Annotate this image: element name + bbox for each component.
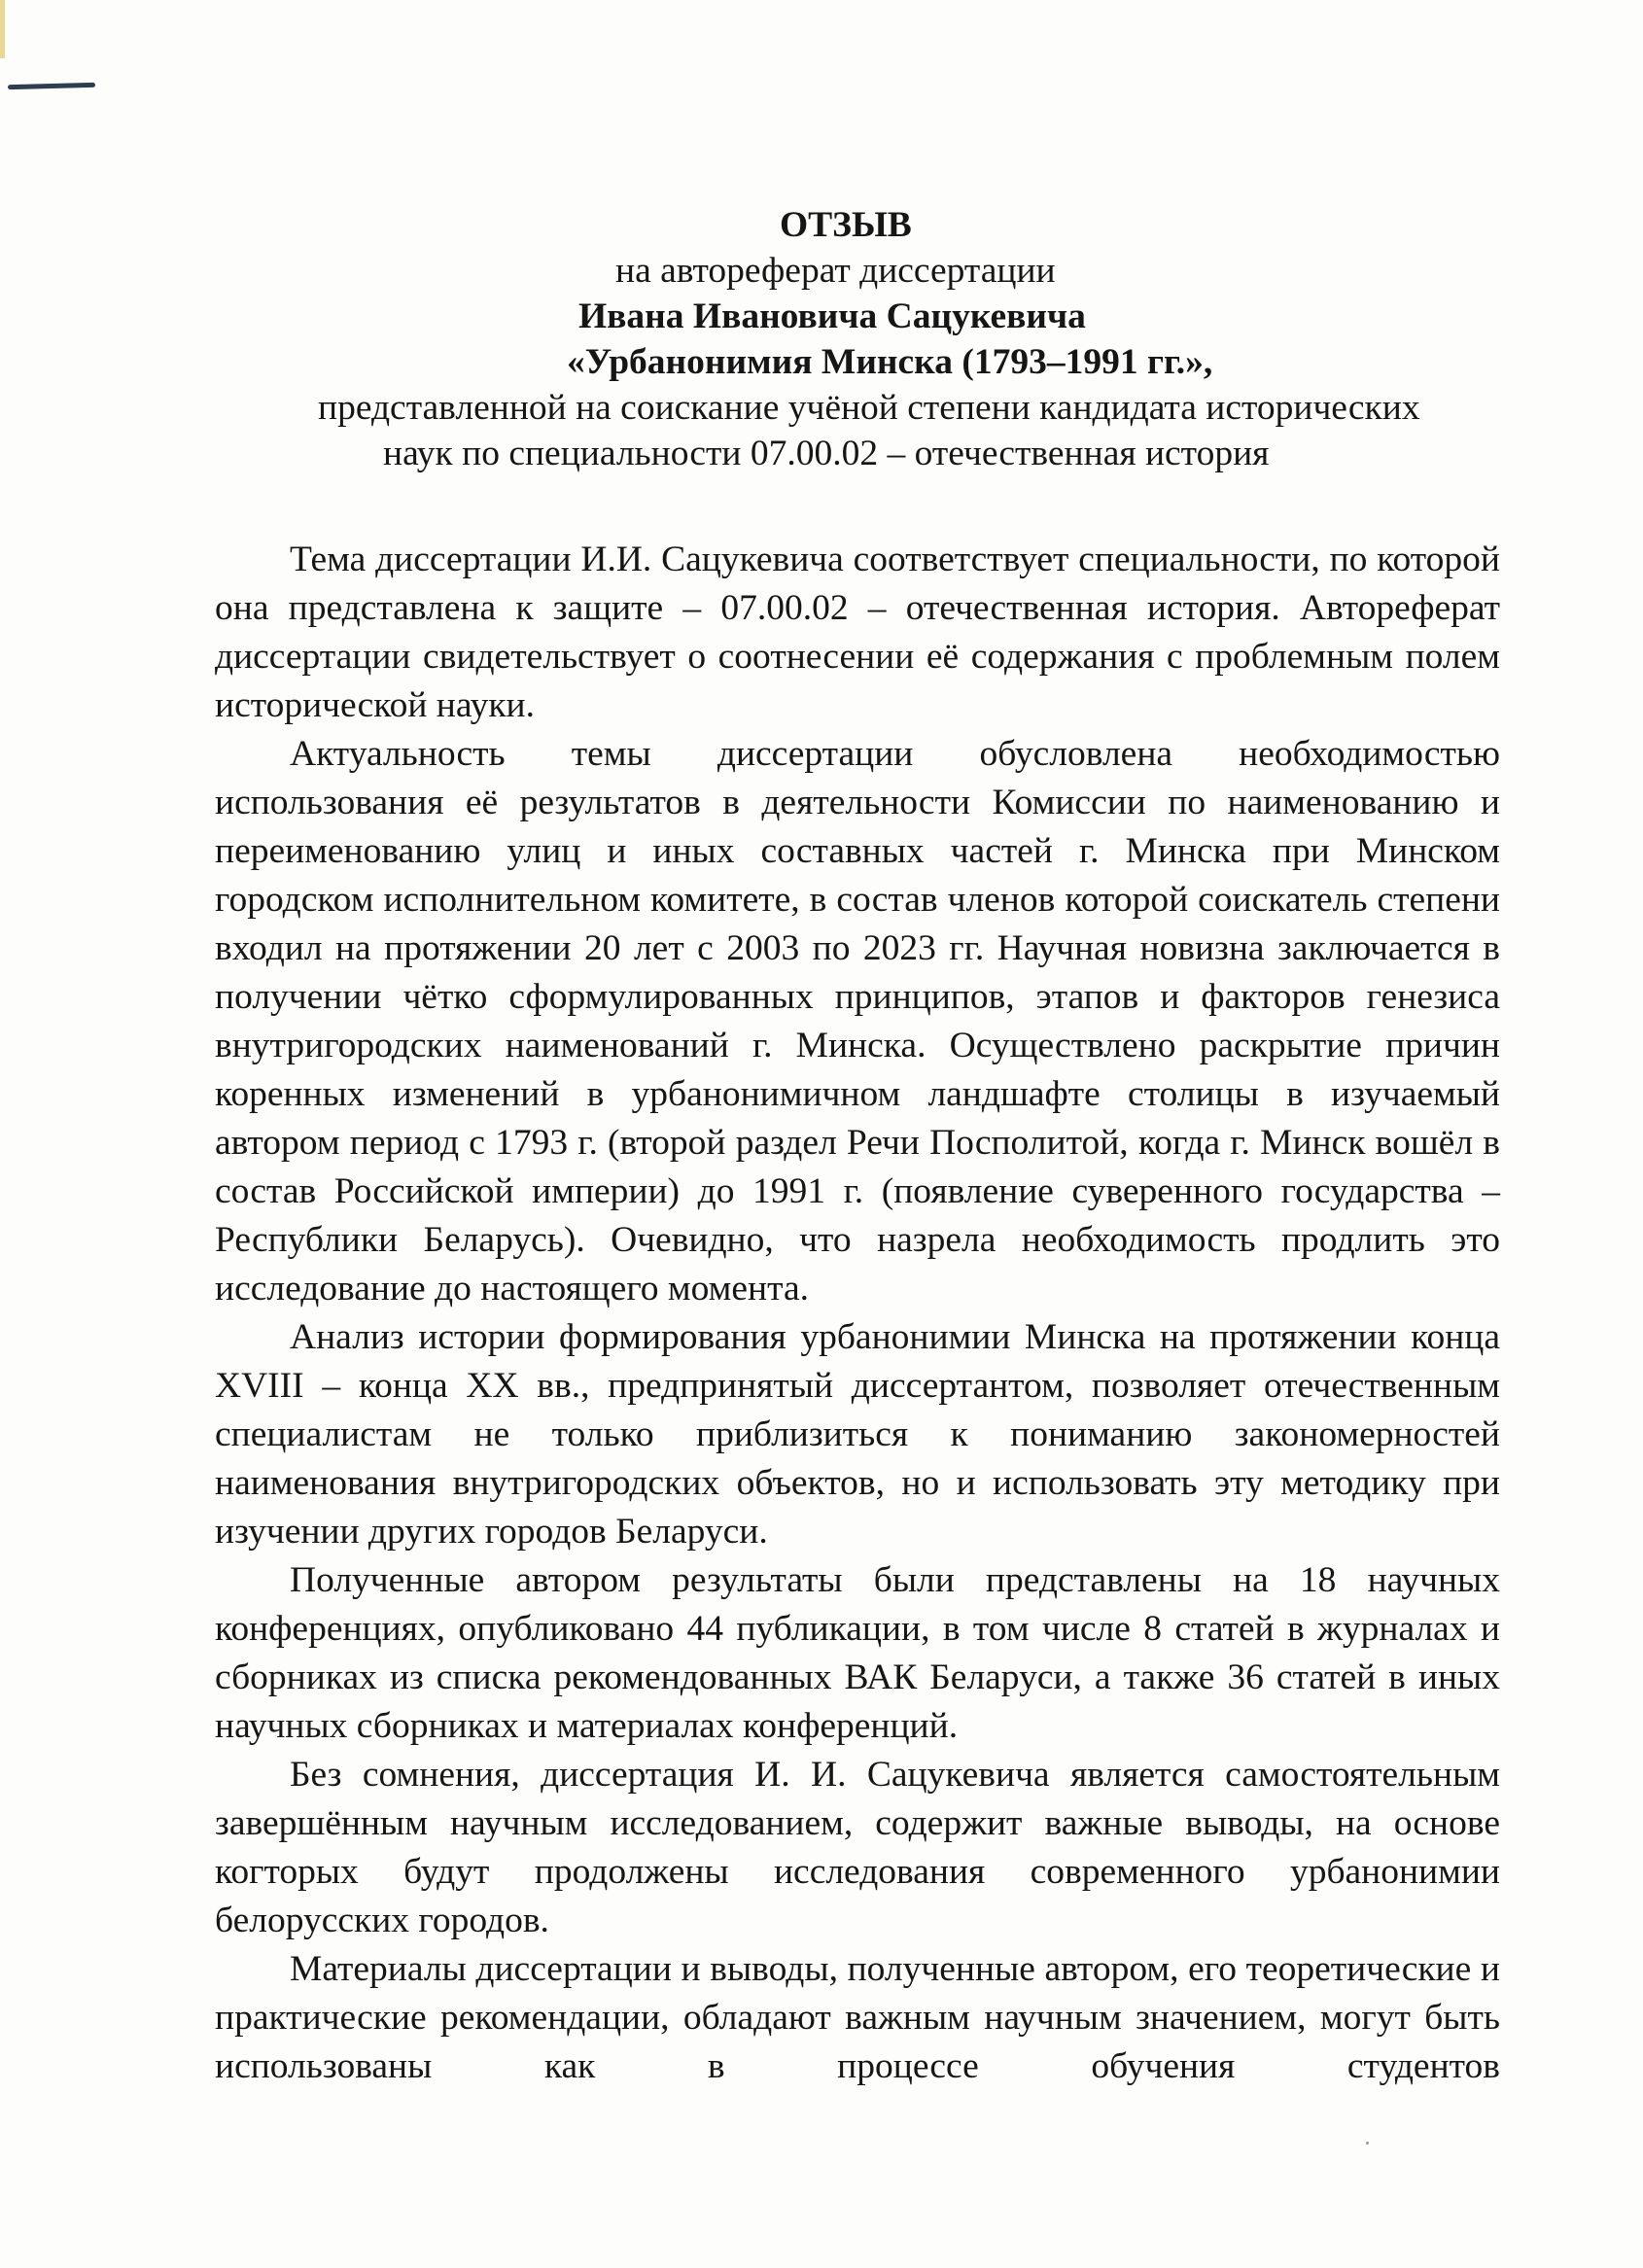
staple-mark [8, 83, 95, 89]
document-body [215, 536, 1500, 2091]
paragraph-conclusion: Без сомнения, диссертация И. И. Сацукевича является самостоятельным завершённым научным исследованием, содержит важные выводы, на основе когторых будут продолжены исследования современного урбанонимии белорусских городов. [215, 1755, 1500, 1940]
dissertation-author: Ивана Ивановича Сацукевича [578, 297, 1086, 336]
document-header [0, 202, 1643, 476]
paragraph-actuality-novelty: Актуальность темы диссертации обусловлена необходимостью использования её результатов в деятельности Комиссии по наименованию и переименованию улиц и иных составных частей г. Минска при Минском городском исполнительном комитете, в состав членов которой соискатель степени входил на протяжении 20 лет с 2003 по 2023 гг. Научная новизна заключается в получении чётко сформулированных принципов, этапов и факторов генезиса внутригородских наименований г. Минска. Осуществлено раскрытие причин коренных изменений в урбанонимичном ландшафте столицы в изучаемый автором период с 1793 г. (второй раздел Речи Посполитой, когда г. Минск вошёл в состав Российской империи) до 1991 г. (появление суверенного государства – Республики Беларусь). Очевидно, что назрела необходимость продлить это исследование до настоящего момента. [215, 734, 1500, 1308]
paragraph-publications: Полученные автором результаты были представлены на 18 научных конференциях, опубликовано 44 публикации, в том числе 8 статей в журналах и сборниках из списка рекомендованных ВАК Беларуси, а также 36 статей в иных научных сборниках и материалах конференций. [215, 1560, 1500, 1746]
presentation-line-1: представленной на соискание учёной степени кандидата исторических [318, 388, 1420, 428]
scan-edge-mark [0, 0, 5, 58]
scan-speck [1366, 2142, 1369, 2145]
paragraph-analysis: Анализ истории формирования урбанонимии Минска на протяжении конца XVIII – конца XX вв., предпринятый диссертантом, позволяет отечественным специалистам не только приблизиться к пониманию закономерностей наименования внутригородских объектов, но и использовать эту методику при изучении других городов Беларуси. [215, 1317, 1500, 1552]
presentation-line-2: наук по специальности 07.00.02 – отечественная история [383, 434, 1270, 473]
document-subtitle: на автореферат диссертации [615, 251, 1056, 291]
paragraph-materials: Материалы диссертации и выводы, полученные автором, его теоретические и практические рекомендации, обладают важным научным значением, могут быть использованы как в процессе обучения студентов [215, 1949, 1500, 2086]
dissertation-topic: «Урбанонимия Минска (1793–1991 гг.», [567, 342, 1213, 382]
paragraph-relevance-specialty: Тема диссертации И.И. Сацукевича соответствует специальности, по которой она представлена к защите – 07.00.02 – отечественная история. Автореферат диссертации свидетельствует о соотнесении её содержания с проблемным полем исторической науки. [215, 540, 1500, 725]
document-title: ОТЗЫВ [780, 205, 912, 245]
